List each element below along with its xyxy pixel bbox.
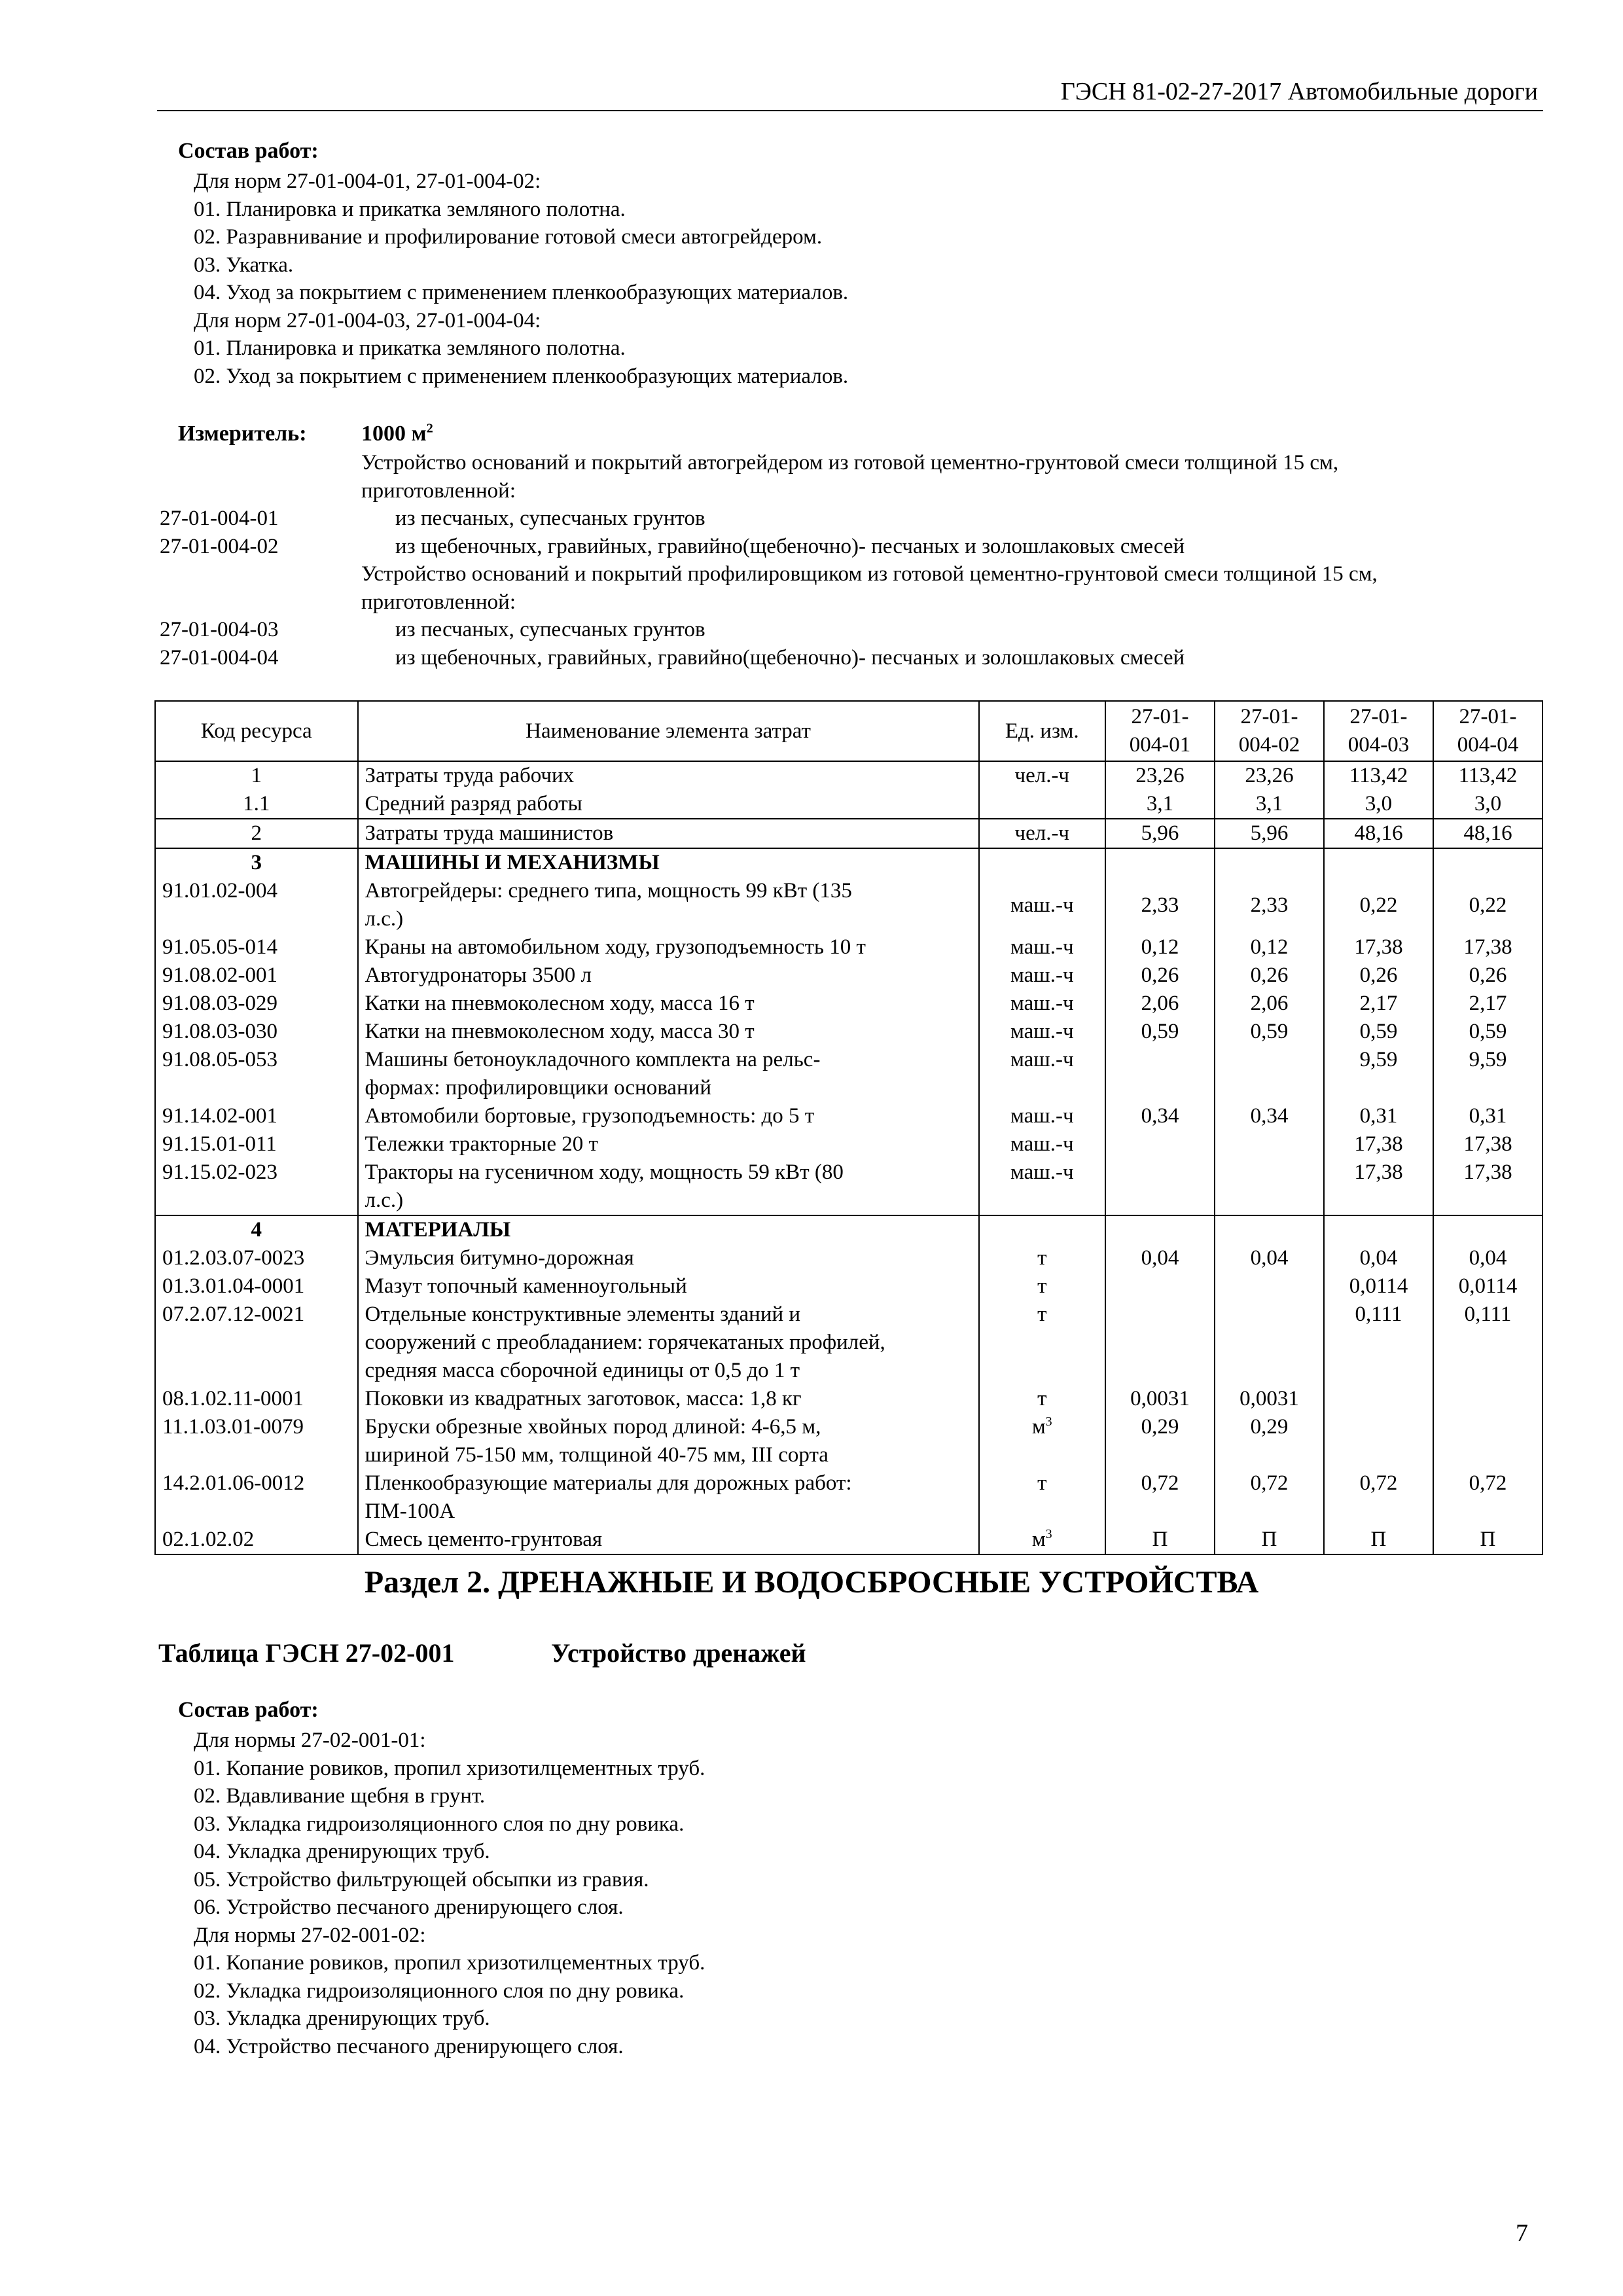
value-cell-norm-3: 0,04 (1324, 1244, 1433, 1272)
value-cell-norm-2 (1215, 1158, 1324, 1215)
norm-description-text: Устройство оснований и покрытий профилировщиком из готовой цементно-грунтовой смеси толщиной 15 см, (361, 562, 1378, 586)
table-title-name: Устройство дренажей (551, 1638, 806, 1668)
table-row (155, 1102, 1543, 1130)
resource-name-cell (358, 1046, 979, 1102)
value-cell-norm-3: 17,38 (1324, 1158, 1433, 1215)
resource-name-cell (358, 1300, 979, 1385)
resource-code-cell: 07.2.07.12-0021 (155, 1300, 358, 1385)
resource-name-line: Поковки из квадратных заготовок, масса: 1,8 кг (365, 1387, 802, 1410)
resource-name-line: Эмульсия битумно-дорожная (365, 1246, 634, 1270)
table-row (155, 1300, 1543, 1385)
table-row (155, 1018, 1543, 1046)
resource-name-line: средняя масса сборочной единицы от 0,5 до 1 т (365, 1359, 800, 1382)
value-cell-norm-1: 0,0031 (1105, 1385, 1215, 1413)
value-cell-norm-4 (1433, 1215, 1543, 1244)
work-step-line: 04. Укладка дренирующих труб. (194, 1840, 490, 1863)
header-name: Наименование элемента затрат (358, 701, 979, 761)
value-cell-norm-3: 0,31 (1324, 1102, 1433, 1130)
resource-name-line: Машины бетоноукладочного комплекта на рельс- (365, 1048, 821, 1071)
resource-code-cell: 4 (155, 1215, 358, 1244)
value-cell-norm-4: 17,38 (1433, 1158, 1543, 1215)
norm-description-text: приготовленной: (361, 478, 516, 503)
value-cell-norm-1 (1105, 848, 1215, 877)
value-cell-norm-4: 9,59 (1433, 1046, 1543, 1102)
value-cell-norm-4: 3,0 (1433, 790, 1543, 819)
table-row (155, 933, 1543, 961)
resource-name-cell (358, 961, 979, 990)
work-step-line: 01. Копание ровиков, пропил хризотилцементных труб. (194, 1951, 705, 1975)
value-cell-norm-2 (1215, 1300, 1324, 1385)
work-step-line: 01. Копание ровиков, пропил хризотилцементных труб. (194, 1756, 705, 1780)
resource-code-cell: 91.15.01-011 (155, 1130, 358, 1158)
table-row (155, 1244, 1543, 1272)
resource-name-line: Средний разряд работы (365, 792, 582, 816)
value-cell-norm-1: 2,33 (1105, 877, 1215, 933)
table-title (158, 1638, 806, 1668)
resource-name-cell (358, 990, 979, 1018)
resource-name-cell (358, 1102, 979, 1130)
resource-name-line: Пленкообразующие материалы для дорожных работ: (365, 1471, 852, 1495)
value-cell-norm-4: 0,31 (1433, 1102, 1543, 1130)
value-cell-norm-4: 0,0114 (1433, 1272, 1543, 1300)
unit-cell: маш.-ч (979, 877, 1105, 933)
header-norm-4: 27-01- 004-04 (1433, 701, 1543, 761)
header-norm-3: 27-01- 004-03 (1324, 701, 1433, 761)
value-cell-norm-1: 23,26 (1105, 761, 1215, 790)
resource-name-cell (358, 761, 979, 790)
value-cell-norm-3 (1324, 1413, 1433, 1469)
norm-variant-text: из песчаных, супесчаных грунтов (395, 507, 705, 530)
unit-cell: т (979, 1385, 1105, 1413)
resource-code-cell: 1 (155, 761, 358, 790)
measure-value: 1000 $м^2$ (361, 421, 433, 446)
page-number: 7 (1516, 2219, 1528, 2247)
value-cell-norm-1: 0,59 (1105, 1018, 1215, 1046)
table-row (155, 1158, 1543, 1215)
work-step-line: 02. Укладка гидроизоляционного слоя по дну ровика. (194, 1979, 685, 2003)
table-row (155, 1469, 1543, 1526)
table-title-label: Таблица ГЭСН 27-02-001 (158, 1638, 455, 1668)
work-composition-title: Состав работ: (178, 139, 319, 163)
norm-description-text: Устройство оснований и покрытий автогрейдером из готовой цементно-грунтовой смеси толщиной 15 см, (361, 451, 1339, 475)
resource-name-cell (358, 1413, 979, 1469)
resource-name-line: Тележки тракторные 20 т (365, 1132, 598, 1156)
value-cell-norm-2: 0,72 (1215, 1469, 1324, 1526)
unit-cell: чел.-ч (979, 761, 1105, 790)
norm-variant-text: из песчаных, супесчаных грунтов (395, 618, 705, 641)
table-row (155, 761, 1543, 790)
value-cell-norm-3: 48,16 (1324, 819, 1433, 848)
value-cell-norm-4: 17,38 (1433, 933, 1543, 961)
header-code: Код ресурса (155, 701, 358, 761)
unit-cell: т (979, 1469, 1105, 1526)
resource-name-line: Тракторы на гусеничном ходу, мощность 59 кВт (80 (365, 1160, 844, 1184)
resource-name-cell (358, 877, 979, 933)
resource-code-cell: 91.05.05-014 (155, 933, 358, 961)
resource-name-line: Бруски обрезные хвойных пород длиной: 4-6,5 м, (365, 1415, 821, 1439)
resource-name-line: Автогрейдеры: среднего типа, мощность 99 кВт (135 (365, 879, 852, 903)
work-step-line: 03. Укатка. (194, 253, 294, 277)
work-step-line: 06. Устройство песчаного дренирующего слоя. (194, 1895, 624, 1919)
work-step-line: 05. Устройство фильтрующей обсыпки из гравия. (194, 1867, 649, 1892)
unit-cell: маш.-ч (979, 1018, 1105, 1046)
work-step-line: 01. Планировка и прикатка земляного полотна. (194, 336, 626, 360)
resource-name-line: Смесь цементо-грунтовая (365, 1528, 603, 1551)
table-row (155, 961, 1543, 990)
page-header (157, 73, 1543, 111)
value-cell-norm-2: 0,59 (1215, 1018, 1324, 1046)
value-cell-norm-2: 23,26 (1215, 761, 1324, 790)
value-cell-norm-2: 0,04 (1215, 1244, 1324, 1272)
norm-code: 27-01-004-03 (160, 618, 279, 641)
resource-name-line: Катки на пневмоколесном ходу, масса 30 т (365, 1020, 755, 1043)
value-cell-norm-3 (1324, 848, 1433, 877)
unit-cell: маш.-ч (979, 990, 1105, 1018)
value-cell-norm-1: 0,12 (1105, 933, 1215, 961)
value-cell-norm-4: 2,17 (1433, 990, 1543, 1018)
value-cell-norm-4: 0,22 (1433, 877, 1543, 933)
work-step-line: 02. Уход за покрытием с применением пленкообразующих материалов. (194, 364, 849, 388)
value-cell-norm-2: 2,33 (1215, 877, 1324, 933)
resource-code-cell: 01.3.01.04-0001 (155, 1272, 358, 1300)
unit-cell: маш.-ч (979, 1046, 1105, 1102)
value-cell-norm-1 (1105, 1300, 1215, 1385)
resource-name-line: Автомобили бортовые, грузоподъемность: до 5 т (365, 1104, 815, 1128)
table-row (155, 1046, 1543, 1102)
norm-description-text: приготовленной: (361, 590, 516, 614)
table-row (155, 1526, 1543, 1554)
value-cell-norm-1: 0,04 (1105, 1244, 1215, 1272)
value-cell-norm-4 (1433, 1385, 1543, 1413)
resource-code-cell: 91.15.02-023 (155, 1158, 358, 1215)
resource-name-line: Затраты труда машинистов (365, 821, 614, 845)
resource-name-cell (358, 1526, 979, 1554)
resource-code-cell: 02.1.02.02 (155, 1526, 358, 1554)
resource-name-cell (358, 1469, 979, 1526)
table-row (155, 1130, 1543, 1158)
table-row (155, 1272, 1543, 1300)
value-cell-norm-4: 0,72 (1433, 1469, 1543, 1526)
norm-code: 27-01-004-01 (160, 507, 279, 530)
value-cell-norm-1: 0,72 (1105, 1469, 1215, 1526)
value-cell-norm-2: 0,26 (1215, 961, 1324, 990)
unit-cell: маш.-ч (979, 1130, 1105, 1158)
resource-table (154, 700, 1543, 1555)
unit-cell: чел.-ч (979, 819, 1105, 848)
header-norm-2: 27-01- 004-02 (1215, 701, 1324, 761)
resource-name-line: шириной 75-150 мм, толщиной 40-75 мм, III сорта (365, 1443, 829, 1467)
value-cell-norm-1 (1105, 1130, 1215, 1158)
measure-label: Измеритель: (178, 422, 307, 446)
value-cell-norm-3: 113,42 (1324, 761, 1433, 790)
value-cell-norm-4 (1433, 1413, 1543, 1469)
value-cell-norm-1: П (1105, 1526, 1215, 1554)
value-cell-norm-4: 0,111 (1433, 1300, 1543, 1385)
value-cell-norm-3: 3,0 (1324, 790, 1433, 819)
value-cell-norm-3 (1324, 1215, 1433, 1244)
norm-code: 27-01-004-04 (160, 645, 279, 670)
value-cell-norm-1 (1105, 1158, 1215, 1215)
resource-name-cell (358, 1244, 979, 1272)
value-cell-norm-1: 0,26 (1105, 961, 1215, 990)
norm-variant-text: из щебеночных, гравийных, гравийно(щебеночно)- песчаных и золошлаковых смесей (395, 534, 1185, 558)
value-cell-norm-3: 9,59 (1324, 1046, 1433, 1102)
unit-cell: т (979, 1272, 1105, 1300)
document-title: ГЭСН 81-02-27-2017 Автомобильные дороги (1060, 78, 1538, 105)
work-step-line: 04. Уход за покрытием с применением пленкообразующих материалов. (194, 281, 849, 304)
resource-name-line: Краны на автомобильном ходу, грузоподъемность 10 т (365, 935, 866, 959)
norm-code: 27-01-004-02 (160, 534, 279, 558)
work-step-line: 03. Укладка гидроизоляционного слоя по дну ровика. (194, 1812, 685, 1836)
work-composition-title-2: Состав работ: (178, 1698, 319, 1722)
header-norm-1: 27-01- 004-01 (1105, 701, 1215, 761)
table-row (155, 1215, 1543, 1244)
resource-code-cell: 91.01.02-004 (155, 877, 358, 933)
unit-cell: маш.-ч (979, 1158, 1105, 1215)
value-cell-norm-2: 2,06 (1215, 990, 1324, 1018)
value-cell-norm-1: 3,1 (1105, 790, 1215, 819)
resource-name-cell (358, 1385, 979, 1413)
resource-name-line: Затраты труда рабочих (365, 764, 575, 787)
work-step-line: 03. Укладка дренирующих труб. (194, 2007, 490, 2030)
resource-name-line: Катки на пневмоколесном ходу, масса 16 т (365, 992, 755, 1015)
value-cell-norm-4 (1433, 848, 1543, 877)
value-cell-norm-3: 2,17 (1324, 990, 1433, 1018)
unit-cell: маш.-ч (979, 1102, 1105, 1130)
resource-code-cell: 3 (155, 848, 358, 877)
resource-name-cell (358, 819, 979, 848)
resource-code-cell: 91.08.03-029 (155, 990, 358, 1018)
work-step-line: Для норм 27-01-004-03, 27-01-004-04: (194, 308, 541, 332)
value-cell-norm-4: 17,38 (1433, 1130, 1543, 1158)
resource-code-cell: 91.08.03-030 (155, 1018, 358, 1046)
unit-cell (979, 848, 1105, 877)
resource-code-cell: 91.08.05-053 (155, 1046, 358, 1102)
value-cell-norm-3: 0,0114 (1324, 1272, 1433, 1300)
norm-variant-text: из щебеночных, гравийных, гравийно(щебеночно)- песчаных и золошлаковых смесей (395, 645, 1185, 670)
work-composition-list-2 (194, 1727, 705, 2060)
table-row (155, 877, 1543, 933)
value-cell-norm-1: 5,96 (1105, 819, 1215, 848)
value-cell-norm-3: 0,111 (1324, 1300, 1433, 1385)
value-cell-norm-3: 17,38 (1324, 933, 1433, 961)
value-cell-norm-3: 0,72 (1324, 1469, 1433, 1526)
value-cell-norm-2: 0,34 (1215, 1102, 1324, 1130)
value-cell-norm-2: 0,12 (1215, 933, 1324, 961)
value-cell-norm-2 (1215, 1046, 1324, 1102)
value-cell-norm-4: П (1433, 1526, 1543, 1554)
resource-code-cell: 11.1.03.01-0079 (155, 1413, 358, 1469)
value-cell-norm-2: 0,0031 (1215, 1385, 1324, 1413)
work-step-line: 01. Планировка и прикатка земляного полотна. (194, 197, 626, 221)
value-cell-norm-2 (1215, 1272, 1324, 1300)
work-step-line: Для норм 27-01-004-01, 27-01-004-02: (194, 170, 541, 193)
unit-cell: т (979, 1300, 1105, 1385)
resource-code-cell: 14.2.01.06-0012 (155, 1469, 358, 1526)
unit-cell (979, 1215, 1105, 1244)
unit-cell: $м^3$ (979, 1413, 1105, 1469)
value-cell-norm-2 (1215, 1215, 1324, 1244)
resource-name-line: л.с.) (365, 907, 404, 931)
table-row (155, 848, 1543, 877)
resource-name-line: МАТЕРИАЛЫ (365, 1218, 511, 1242)
value-cell-norm-2 (1215, 1130, 1324, 1158)
work-step-line: 02. Вдавливание щебня в грунт. (194, 1784, 486, 1808)
header-unit: Ед. изм. (979, 701, 1105, 761)
resource-name-cell (358, 1272, 979, 1300)
unit-cell: $м^3$ (979, 1526, 1105, 1554)
resource-name-line: сооружений с преобладанием: горячекатаных профилей, (365, 1331, 885, 1354)
work-step-line: Для нормы 27-02-001-01: (194, 1729, 426, 1752)
unit-cell (979, 790, 1105, 819)
value-cell-norm-4: 0,26 (1433, 961, 1543, 990)
value-cell-norm-4: 48,16 (1433, 819, 1543, 848)
work-composition-list (194, 168, 848, 390)
resource-code-cell: 91.14.02-001 (155, 1102, 358, 1130)
resource-name-line: ПМ-100А (365, 1499, 455, 1523)
resource-name-cell (358, 790, 979, 819)
table-row (155, 819, 1543, 848)
unit-cell: маш.-ч (979, 961, 1105, 990)
resource-name-line: МАШИНЫ И МЕХАНИЗМЫ (365, 851, 660, 874)
unit-cell: т (979, 1244, 1105, 1272)
value-cell-norm-4: 0,04 (1433, 1244, 1543, 1272)
table-row (155, 1413, 1543, 1469)
value-cell-norm-2 (1215, 848, 1324, 877)
value-cell-norm-1: 0,29 (1105, 1413, 1215, 1469)
value-cell-norm-4: 0,59 (1433, 1018, 1543, 1046)
value-cell-norm-1: 0,34 (1105, 1102, 1215, 1130)
resource-name-cell (358, 1158, 979, 1215)
table-row (155, 990, 1543, 1018)
value-cell-norm-1 (1105, 1215, 1215, 1244)
value-cell-norm-3: 17,38 (1324, 1130, 1433, 1158)
resource-name-line: Мазут топочный каменноугольный (365, 1274, 687, 1298)
value-cell-norm-2: П (1215, 1526, 1324, 1554)
value-cell-norm-2: 3,1 (1215, 790, 1324, 819)
work-step-line: Для нормы 27-02-001-02: (194, 1923, 426, 1947)
section-title: Раздел 2. ДРЕНАЖНЫЕ И ВОДОСБРОСНЫЕ УСТРОЙСТВА (364, 1565, 1259, 1600)
value-cell-norm-4: 113,42 (1433, 761, 1543, 790)
resource-code-cell: 08.1.02.11-0001 (155, 1385, 358, 1413)
resource-name-line: формах: профилировщики оснований (365, 1076, 711, 1100)
resource-name-cell (358, 1130, 979, 1158)
value-cell-norm-2: 5,96 (1215, 819, 1324, 848)
value-cell-norm-1: 2,06 (1105, 990, 1215, 1018)
table-header-row (155, 701, 1543, 761)
resource-name-line: Автогудронаторы 3500 л (365, 963, 592, 987)
work-step-line: 02. Разравнивание и профилирование готовой смеси автогрейдером. (194, 225, 823, 249)
resource-name-cell (358, 848, 979, 877)
resource-code-cell: 1.1 (155, 790, 358, 819)
value-cell-norm-3: 0,59 (1324, 1018, 1433, 1046)
value-cell-norm-3: 0,26 (1324, 961, 1433, 990)
resource-name-line: Отдельные конструктивные элементы зданий и (365, 1302, 801, 1326)
table-row (155, 790, 1543, 819)
value-cell-norm-1 (1105, 1272, 1215, 1300)
resource-name-cell (358, 1018, 979, 1046)
resource-name-cell (358, 1215, 979, 1244)
resource-name-cell (358, 933, 979, 961)
value-cell-norm-3: П (1324, 1526, 1433, 1554)
value-cell-norm-2: 0,29 (1215, 1413, 1324, 1469)
resource-code-cell: 01.2.03.07-0023 (155, 1244, 358, 1272)
resource-code-cell: 91.08.02-001 (155, 961, 358, 990)
value-cell-norm-3 (1324, 1385, 1433, 1413)
resource-name-line: л.с.) (365, 1189, 404, 1212)
value-cell-norm-3: 0,22 (1324, 877, 1433, 933)
table-row (155, 1385, 1543, 1413)
work-step-line: 04. Устройство песчаного дренирующего слоя. (194, 2034, 624, 2058)
unit-cell: маш.-ч (979, 933, 1105, 961)
resource-code-cell: 2 (155, 819, 358, 848)
value-cell-norm-1 (1105, 1046, 1215, 1102)
